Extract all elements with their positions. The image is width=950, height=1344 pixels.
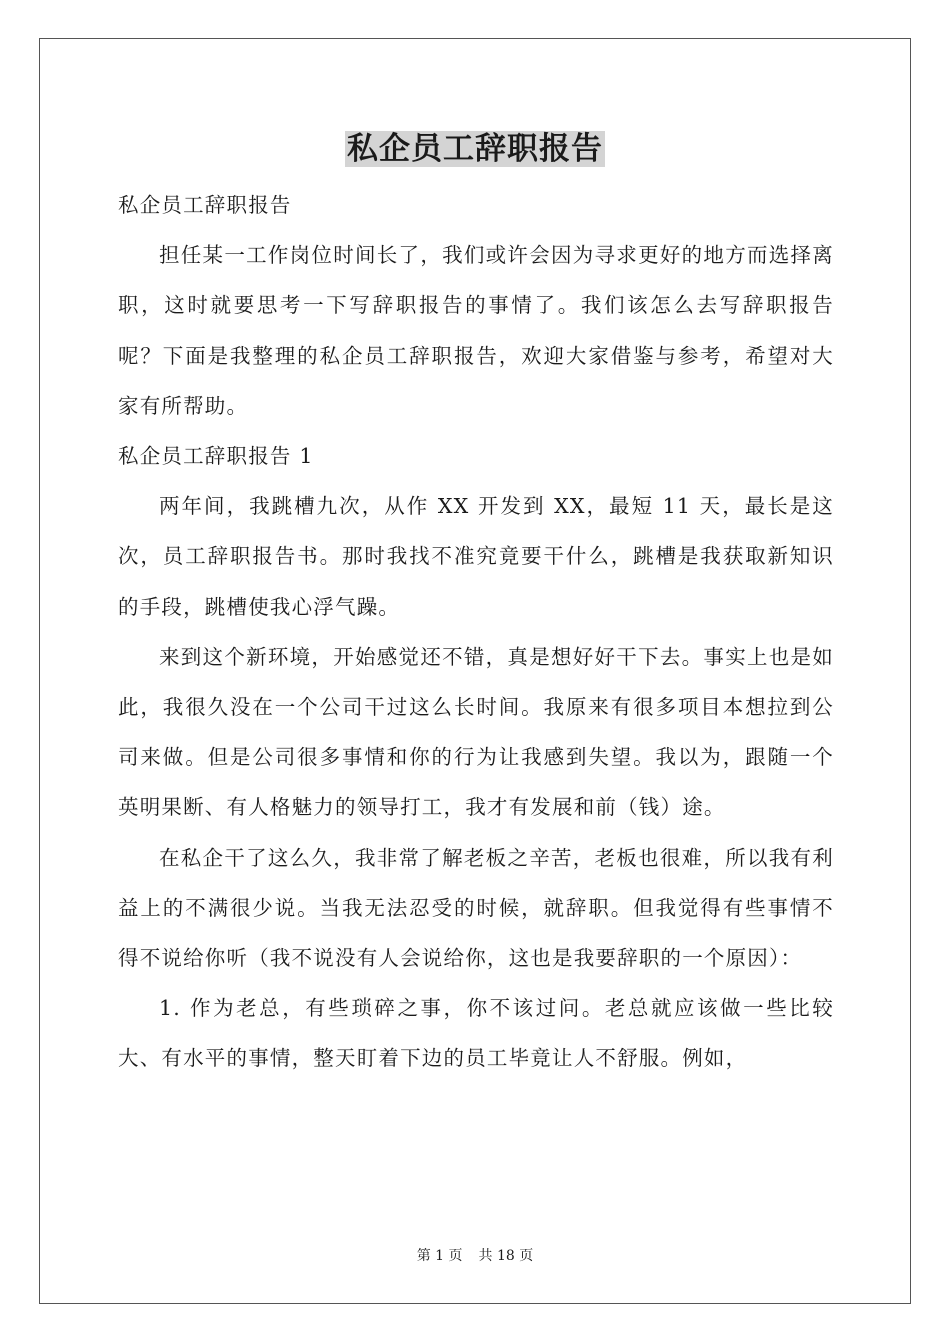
paragraph: 在私企干了这么久，我非常了解老板之辛苦，老板也很难，所以我有利益上的不满很少说。当我无法忍受的时候，就辞职。但我觉得有些事情不得不说给你听（我不说没有人会说给你，这也是我要辞职的一个原因）：: [118, 845, 834, 971]
page-total: 共 18 页: [478, 1248, 534, 1264]
page-footer: [0, 1246, 950, 1266]
paragraph: 担任某一工作岗位时间长了，我们或许会因为寻求更好的地方而选择离职，这时就要思考一下写辞职报告的事情了。我们该怎么去写辞职报告呢？下面是我整理的私企员工辞职报告，欢迎大家借鉴与参考，希望对大家有所帮助。: [118, 243, 834, 418]
page-number: 第 1 页: [416, 1248, 463, 1264]
paragraph: 来到这个新环境，开始感觉还不错，真是想好好干下去。事实上也是如此，我很久没在一个公司干过这么长时间。我原来有很多项目本想拉到公司来做。但是公司很多事情和你的行为让我感到失望。我以为，跟随一个英明果断、有人格魅力的领导打工，我才有发展和前（钱）途。: [118, 644, 834, 820]
paragraph: 私企员工辞职报告: [118, 193, 292, 217]
document-body: [118, 180, 834, 1084]
document-title: [0, 129, 950, 169]
document-title-text: 私企员工辞职报告: [347, 131, 603, 167]
paragraph: 私企员工辞职报告 1: [118, 444, 314, 469]
paragraph: 两年间，我跳槽九次，从作 XX 开发到 XX，最短 11 天，最长是这次，员工辞职报告书。那时我找不准究竟要干什么，跳槽是我获取新知识的手段，跳槽使我心浮气躁。: [118, 494, 834, 619]
paragraph: 1. 作为老总，有些琐碎之事，你不该过问。老总就应该做一些比较大、有水平的事情，整天盯着下边的员工毕竟让人不舒服。例如，: [118, 996, 834, 1071]
